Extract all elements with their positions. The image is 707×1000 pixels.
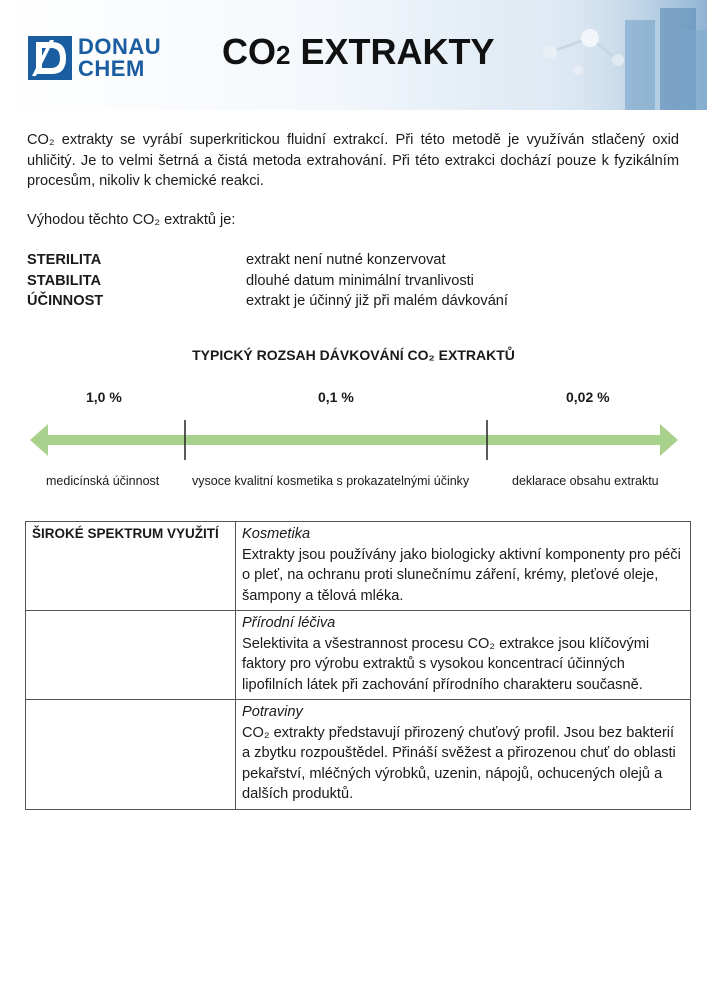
content	[27, 130, 679, 312]
benefit-row	[27, 291, 679, 312]
logo-mark-icon	[28, 36, 72, 80]
benefit-row	[27, 271, 679, 292]
title-subscript: 2	[276, 40, 291, 70]
benefit-name: STABILITA	[27, 272, 102, 289]
donau-chem-logo	[28, 36, 182, 80]
spectrum-category: Potraviny	[242, 704, 303, 720]
dose-value-high: 1,0 %	[86, 389, 122, 405]
dose-value-low: 0,02 %	[566, 389, 610, 405]
spectrum-empty-cell	[26, 700, 236, 810]
spectrum-category: Přírodní léčiva	[242, 615, 336, 631]
spectrum-text: Extrakty jsou používány jako biologicky aktivní komponenty pro péči o pleť, na ochranu proti slunečnímu záření, krémy, pleťové oleje, šampony a tělová mléka.	[242, 546, 681, 604]
table-row	[26, 522, 691, 611]
benefits-list	[27, 250, 679, 312]
dose-value-mid: 0,1 %	[318, 389, 354, 405]
spectrum-cell	[236, 522, 691, 611]
benefit-desc: extrakt není nutné konzervovat	[246, 252, 446, 268]
double-arrow-icon	[30, 424, 678, 456]
spectrum-table	[25, 521, 691, 810]
logo-line2: CHEM	[78, 56, 145, 81]
spectrum-text: CO₂ extrakty představují přirozený chuťový profil. Jsou bez bakterií a zbytku rozpouštědel. Přináší svěžest a přirozenou chuť do oblasti pekařství, mléčných výrobků, uzenin, nápojů, ochucených olejů a dalších produktů.	[242, 724, 676, 802]
spectrum-heading: ŠIROKÉ SPEKTRUM VYUŽITÍ	[26, 522, 236, 611]
dose-label-cosmetics: vysoce kvalitní kosmetika s prokazatelnými účinky	[192, 474, 470, 488]
page-title	[222, 30, 494, 77]
spectrum-text: Selektivita a všestrannost procesu CO₂ extrakce jsou klíčovými faktory pro výrobu extraktů s vysokou koncentrací účinných lipofilních látek při zachování přírodního charakteru současně.	[242, 635, 650, 693]
molecule-illustration	[520, 0, 707, 110]
spectrum-category: Kosmetika	[242, 526, 311, 542]
benefit-desc: extrakt je účinný již při malém dávkování	[246, 293, 508, 309]
benefit-name: STERILITA	[27, 252, 102, 268]
table-row	[26, 700, 691, 810]
logo-text	[78, 36, 161, 80]
spectrum-cell	[236, 611, 691, 700]
title-rest: EXTRAKTY	[290, 31, 495, 72]
dosage-range-arrow	[30, 420, 678, 460]
benefit-desc: dlouhé datum minimální trvanlivosti	[246, 272, 474, 289]
logo-line1: DONAU	[78, 34, 162, 59]
intro-paragraph: CO₂ extrakty se vyrábí superkritickou fluidní extrakcí. Při této metodě je využíván stlačený oxid uhličitý. Je to velmi šetrná a čistá metoda extrahování. Při této extrakci dochází pouze k fyzikálním procesům, nikoliv k chemické reakci.	[27, 132, 679, 189]
spectrum-empty-cell	[26, 611, 236, 700]
benefit-row	[27, 250, 679, 271]
benefits-lead: Výhodou těchto CO₂ extraktů je:	[27, 211, 236, 228]
benefit-name: ÚČINNOST	[27, 293, 104, 309]
header	[0, 0, 707, 110]
table-row	[26, 611, 691, 700]
dose-label-declaration: deklarace obsahu extraktu	[512, 474, 659, 488]
dosage-title: TYPICKÝ ROZSAH DÁVKOVÁNÍ CO₂ EXTRAKTŮ	[192, 347, 515, 363]
dose-label-medical: medicínská účinnost	[46, 474, 160, 488]
spectrum-cell	[236, 700, 691, 810]
title-main: CO	[222, 31, 276, 72]
